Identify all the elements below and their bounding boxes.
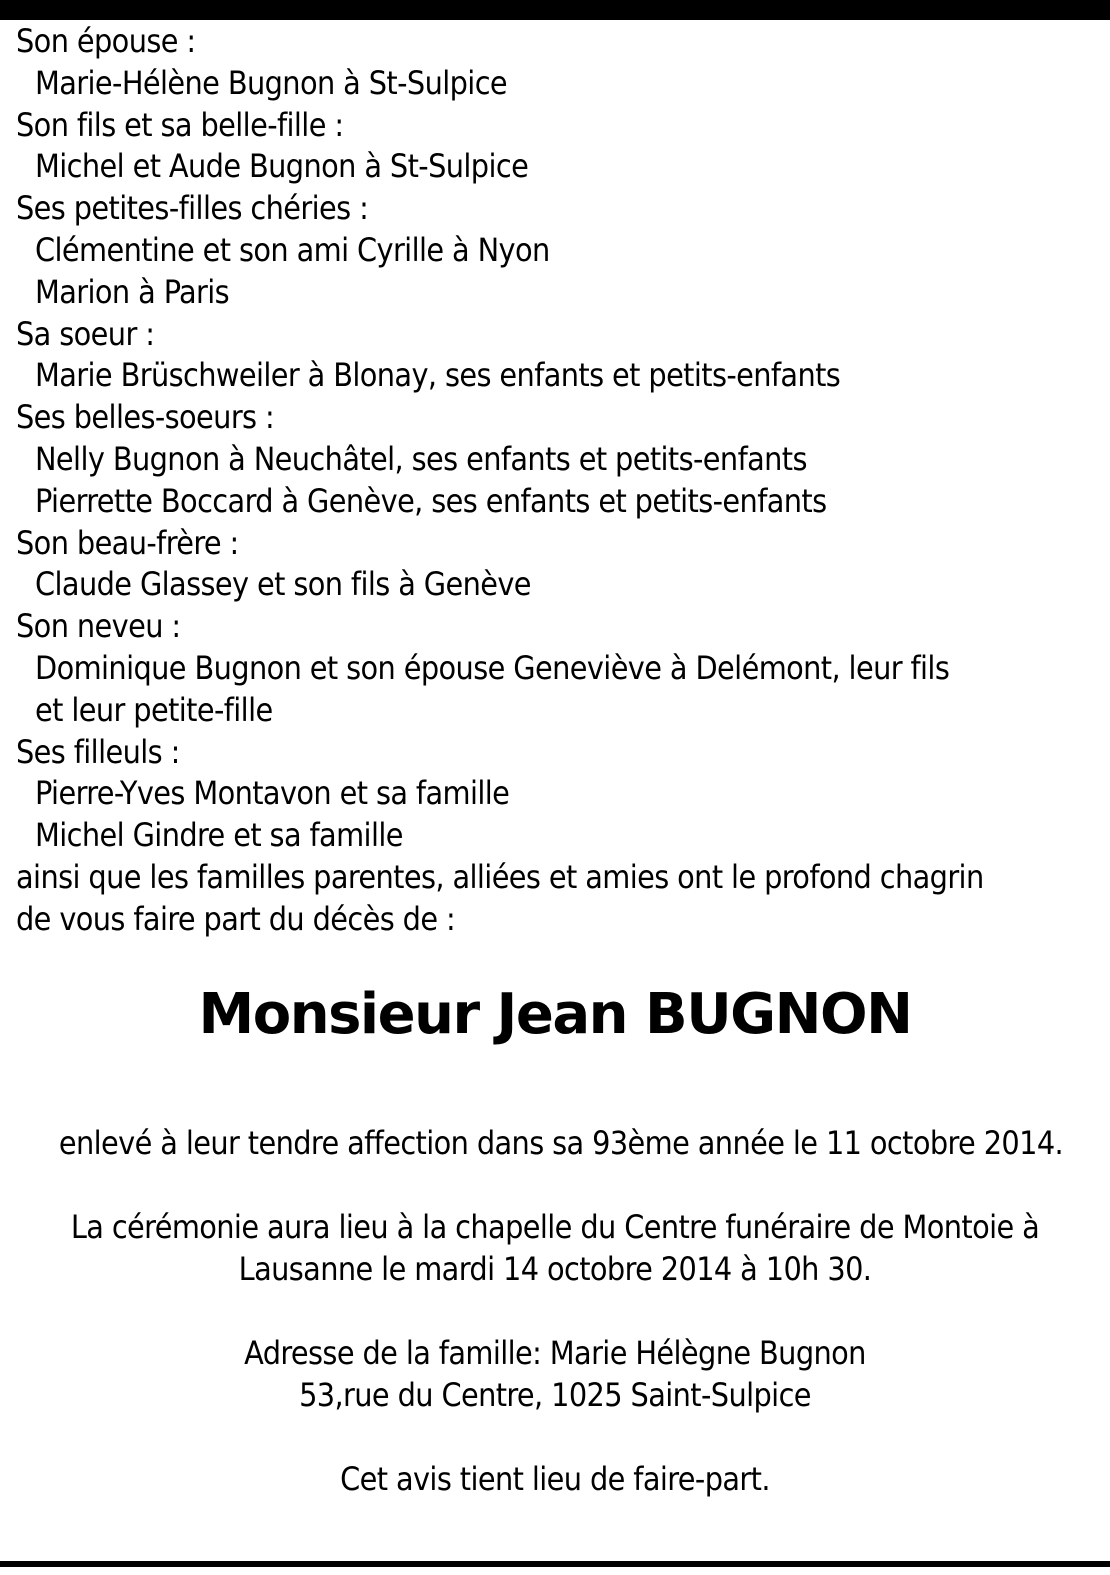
family-list <box>16 21 1096 941</box>
relation-heading: Ses belles-soeurs : <box>16 398 275 437</box>
family-member-line: Dominique Bugnon et son épouse Geneviève à Delémont, leur fils <box>35 648 950 687</box>
family-member-line: Marion à Paris <box>35 272 230 311</box>
address-line-1: Adresse de la famille: Marie Hélègne Bugnon <box>244 1334 866 1372</box>
closing-notice <box>0 1458 1110 1500</box>
relation-heading: Son fils et sa belle-fille : <box>16 105 344 144</box>
family-member-line: Claude Glassey et son fils à Genève <box>35 565 531 604</box>
family-address <box>0 1332 1110 1416</box>
death-notice <box>6 1122 1110 1164</box>
relation-heading: Sa soeur : <box>16 314 155 353</box>
family-member-line: Nelly Bugnon à Neuchâtel, ses enfants et petits-enfants <box>35 439 807 478</box>
relation-heading: de vous faire part du décès de : <box>16 899 456 938</box>
family-member-line: Michel Gindre et sa famille <box>35 816 403 855</box>
relation-heading: Ses filleuls : <box>16 732 180 771</box>
relation-heading: Son épouse : <box>16 22 196 60</box>
address-line-2: 53,rue du Centre, 1025 Saint-Sulpice <box>299 1376 811 1414</box>
bottom-border <box>0 1561 1110 1567</box>
family-member-line: Clémentine et son ami Cyrille à Nyon <box>35 230 550 269</box>
relation-heading: Ses petites-filles chéries : <box>16 189 369 228</box>
relation-heading: Son beau-frère : <box>16 523 239 562</box>
relation-heading: Son neveu : <box>16 607 181 646</box>
family-member-line: Michel et Aude Bugnon à St-Sulpice <box>35 147 529 186</box>
family-member-line: Marie-Hélène Bugnon à St-Sulpice <box>35 63 508 102</box>
death-notice-text: enlevé à leur tendre affection dans sa 93ème année le 11 octobre 2014. <box>58 1124 1064 1162</box>
ceremony-info <box>0 1206 1110 1290</box>
ceremony-line-2: Lausanne le mardi 14 octobre 2014 à 10h 30. <box>238 1250 872 1288</box>
deceased-name: Monsieur Jean BUGNON <box>198 982 912 1047</box>
family-member-line: Marie Brüschweiler à Blonay, ses enfants et petits-enfants <box>35 356 841 395</box>
family-member-line: et leur petite-fille <box>35 690 273 729</box>
relation-heading: ainsi que les familles parentes, alliées et amies ont le profond chagrin <box>16 857 984 896</box>
ceremony-line-1: La cérémonie aura lieu à la chapelle du Centre funéraire de Montoie à <box>70 1208 1040 1246</box>
closing-text: Cet avis tient lieu de faire-part. <box>340 1460 770 1498</box>
family-member-line: Pierre-Yves Montavon et sa famille <box>35 774 510 813</box>
top-border <box>0 0 1110 20</box>
family-member-line: Pierrette Boccard à Genève, ses enfants et petits-enfants <box>35 481 827 520</box>
